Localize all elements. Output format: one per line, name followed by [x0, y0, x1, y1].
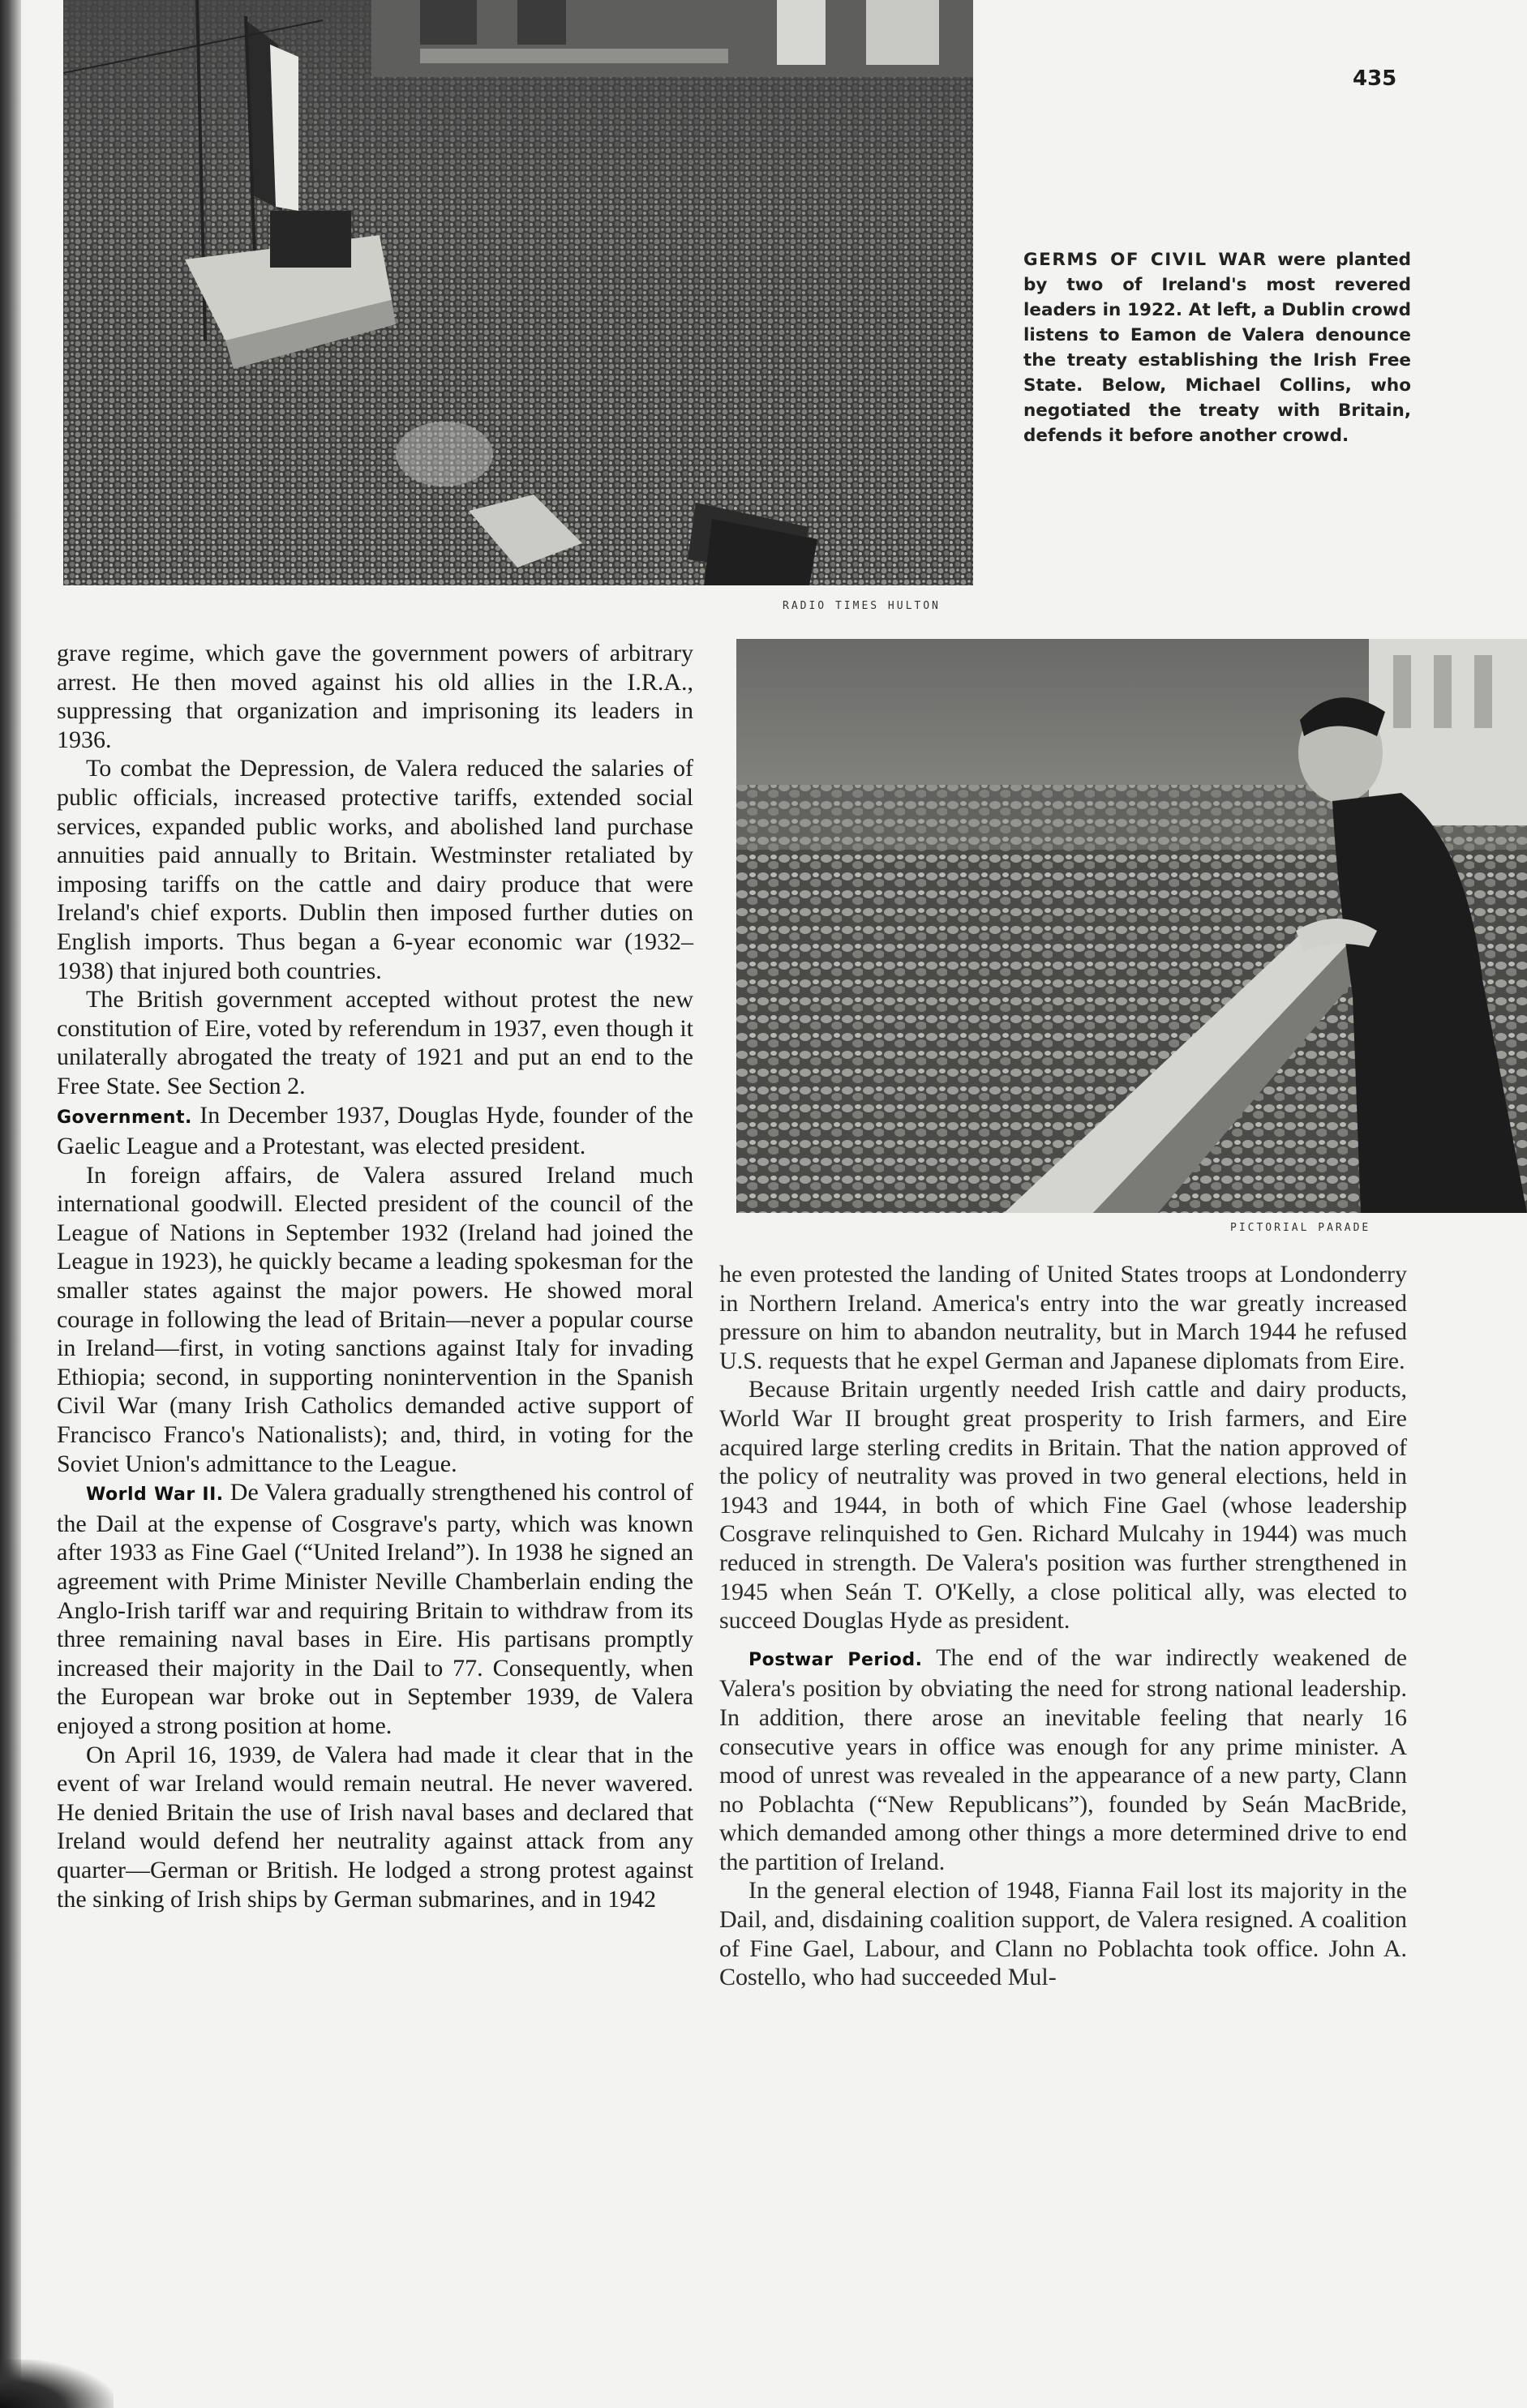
paragraph-text: he even protested the landing of United States troops at Londonderry in Northern Ireland. America's entry into the war greatly increased pressure on him to abandon neutrality, but in March 1944 he refused U.S. requests that he expel German and Japanese diplomats from Eire.: [719, 1261, 1407, 1374]
paragraph: [57, 754, 693, 985]
paragraph: [719, 1375, 1407, 1635]
page-curl-shadow: [0, 2359, 114, 2408]
paragraph-text: On April 16, 1939, de Valera had made it clear that in the event of war Ireland would remain neutral. He never wavered. He denied Britain the use of Irish naval bases and declared that Ireland would defend her neutrality against attack from any quarter—German or British. He lodged a strong protest against the sinking of Irish ships by German submarines, and in 1942: [57, 1741, 693, 1913]
paragraph-government: [57, 1101, 693, 1161]
caption-text: were planted by two of Ireland's most revered leaders in 1922. At left, a Dublin crowd listens to Eamon de Valera denounce the treaty establishing the Irish Free State. Below, Michael Collins, who negotiated the treaty with Britain, defends it before another crowd.: [1023, 250, 1411, 446]
paragraph-text: De Valera gradually strengthened his control of the Dail at the expense of Cosgrave's party, which was known after 1933 as Fine Gael (“United Ireland”). In 1938 he signed an agreement with Prime Minister Neville Chamberlain ending the Anglo-Irish tariff war and requiring Britain to withdraw from its three remaining naval bases in Eire. His partisans promptly increased their majority in the Dail to 77. Consequently, when the European war broke out in September 1939, de Valera enjoyed a strong position at home.: [57, 1479, 693, 1739]
paragraph-world-war-ii: [57, 1478, 693, 1740]
photo-credit-radio-times-hulton: RADIO TIMES HULTON: [783, 600, 941, 612]
paragraph-text: The end of the war indirectly weakened de Valera's position by obviating the need for strong national leadership. In addition, there arose an inevitable feeling that nearly 16 consecutive years in office was enough for any prime minister. A mood of unrest was revealed in the appearance of a new party, Clann no Poblachta (“New Republicans”), founded by Seán MacBride, which demanded among other things a more determined drive to end the partition of Ireland.: [719, 1643, 1408, 1875]
page-number: 435: [1353, 66, 1397, 91]
right-text-column: [719, 1260, 1407, 1992]
collins-photo-illustration: [736, 639, 1527, 1213]
paragraph: [57, 985, 693, 1100]
paragraph-text: Because Britain urgently needed Irish cattle and dairy products, World War II brought great prosperity to Irish farmers, and Eire acquired large sterling credits in Britain. That the nation approved of the policy of neutrality was proved in two general elections, held in 1943 and 1944, in both of which Fine Gael (whose leadership Cosgrave relinquished to Gen. Richard Mulcahy in 1944) was much reduced in strength. De Valera's position was further strengthened in 1945 when Seán T. O'Kelly, a close political ally, was elected to succeed Douglas Hyde as president.: [719, 1376, 1407, 1635]
photo-michael-collins: [736, 639, 1527, 1213]
section-heading-world-war-ii: World War II.: [86, 1485, 224, 1506]
paragraph-text: The British government accepted without protest the new constitution of Eire, voted by referendum in 1937, even though it unilaterally abrogated the treaty of 1921 and put an end to the Free State. See Section 2.: [57, 986, 693, 1099]
photo-credit-pictorial-parade: PICTORIAL PARADE: [1230, 1222, 1371, 1234]
paragraph-text: In December 1937, Douglas Hyde, founder of the Gaelic League and a Protestant, was elected president.: [57, 1101, 693, 1160]
photo-dublin-crowd: [63, 0, 973, 585]
paragraph: [57, 639, 693, 754]
book-gutter-shadow: [0, 0, 21, 2408]
paragraph: [57, 1161, 693, 1479]
paragraph: [57, 1741, 693, 1914]
section-heading-postwar-period: Postwar Period.: [748, 1649, 923, 1670]
paragraph-text: To combat the Depression, de Valera reduced the salaries of public officials, increased protective tariffs, extended social services, expanded public works, and abolished land purchase annuities paid annually to Britain. Westminster retaliated by imposing tariffs on the cattle and dairy produce that were Ireland's chief exports. Dublin then imposed further duties on English imports. Thus began a 6-year economic war (1932–1938) that injured both countries.: [57, 755, 693, 984]
paragraph-postwar-period: [719, 1643, 1407, 1877]
paragraph: [719, 1260, 1407, 1375]
paragraph-text: grave regime, which gave the government powers of arbitrary arrest. He then moved against his old allies in the I.R.A., suppressing that organization and imprisoning its leaders in 1936.: [57, 640, 693, 753]
paragraph-text: In the general election of 1948, Fianna Fail lost its majority in the Dail, and, disdaining coalition support, de Valera resigned. A coalition of Fine Gael, Labour, and Clann no Poblachta took office. John A. Costello, who had succeeded Mul-: [719, 1877, 1407, 1991]
photo-caption: [1023, 247, 1411, 448]
caption-lead: GERMS OF CIVIL WAR: [1023, 250, 1267, 270]
left-text-column: [57, 639, 693, 1913]
paragraph: [719, 1876, 1407, 1991]
crowd-photo-illustration: [63, 0, 973, 585]
section-heading-government: Government.: [57, 1107, 192, 1128]
paragraph-text: In foreign affairs, de Valera assured Ireland much international goodwill. Elected president of the council of the League of Nations in September 1932 (Ireland had joined the League in 1923), he quickly became a leading spokesman for the smaller states against the major powers. He showed moral courage in following the lead of Britain—never a popular course in Ireland—first, in voting sanctions against Italy for invading Ethiopia; second, in supporting nonintervention in the Spanish Civil War (many Irish Catholics demanded active support of Francisco Franco's Nationalists); and, third, in voting for the Soviet Union's admittance to the League.: [57, 1161, 693, 1477]
